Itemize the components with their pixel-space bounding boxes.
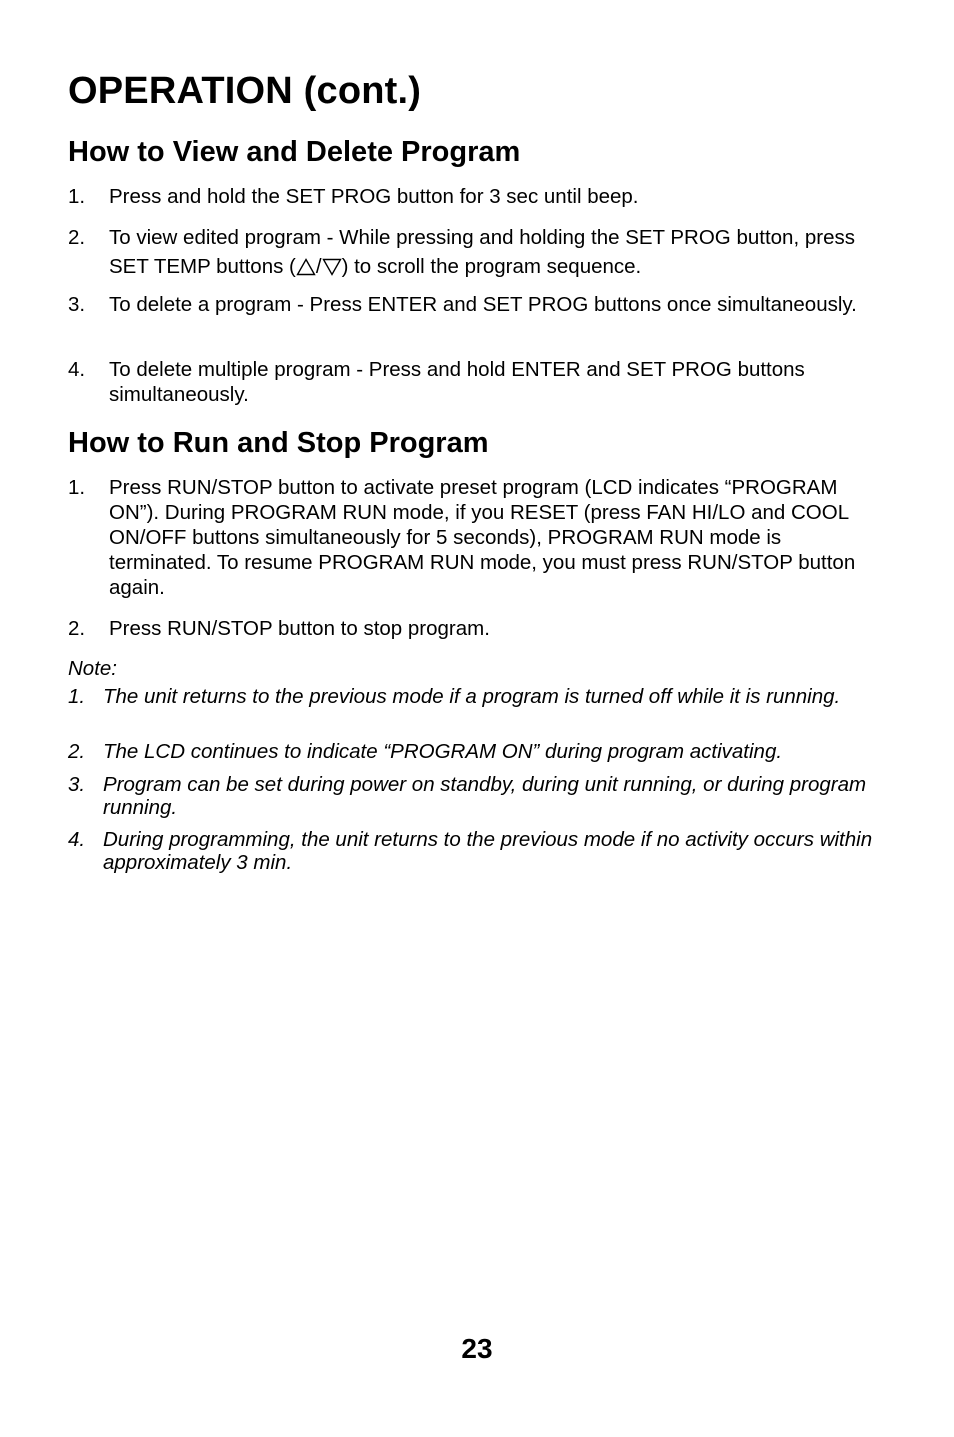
item-text-part: To view edited program - While pressing and holding the SET PROG button, press SET TEMP buttons (	[109, 226, 855, 278]
item-text-part: ) to scroll the program sequence.	[341, 255, 642, 278]
note-number: 3.	[68, 773, 86, 796]
item-text: Press RUN/STOP button to activate preset program (LCD indicates “PROGRAM ON”). During PROGRAM RUN mode, if you RESET (press FAN HI/LO and COOL ON/OFF buttons simultaneously for 5 seconds), PROGRAM RUN mode is terminated. To resume PROGRAM RUN mode, you must press RUN/STOP button again.	[109, 476, 856, 599]
item-number: 4.	[68, 358, 86, 381]
note-number: 4.	[68, 828, 86, 851]
slash-separator: /	[315, 255, 322, 278]
item-text	[109, 223, 884, 284]
list-item	[68, 475, 884, 600]
note-text: The LCD continues to indicate “PROGRAM ON” during program activating.	[103, 740, 783, 763]
note-item	[68, 828, 884, 874]
list-item	[68, 223, 884, 284]
note-item	[68, 773, 884, 819]
down-triangle-outline-icon	[322, 255, 342, 284]
item-text: Press RUN/STOP button to stop program.	[109, 617, 490, 640]
note-item	[68, 685, 884, 708]
section-heading-view-delete: How to View and Delete Program	[68, 136, 521, 168]
note-text: The unit returns to the previous mode if a program is turned off while it is running.	[103, 685, 841, 708]
item-number: 3.	[68, 293, 86, 316]
note-text: Program can be set during power on standby, during unit running, or during program running.	[103, 773, 867, 819]
section-heading-run-stop: How to Run and Stop Program	[68, 427, 489, 459]
list-item	[68, 357, 884, 407]
list-item	[68, 292, 884, 317]
note-item	[68, 740, 884, 763]
note-number: 1.	[68, 685, 86, 708]
item-number: 2.	[68, 617, 86, 640]
item-text: Press and hold the SET PROG button for 3 sec until beep.	[109, 185, 639, 208]
page-number: 23	[461, 1333, 493, 1364]
item-text: To delete a program - Press ENTER and SET PROG buttons once simultaneously.	[109, 293, 857, 316]
note-text: During programming, the unit returns to the previous mode if no activity occurs within approximately 3 min.	[103, 828, 873, 874]
item-number: 1.	[68, 185, 86, 208]
note-number: 2.	[68, 740, 86, 763]
list-item	[68, 616, 884, 641]
list-item	[68, 184, 884, 209]
item-number: 1.	[68, 476, 86, 499]
page-title: OPERATION (cont.)	[68, 70, 422, 112]
up-triangle-outline-icon	[296, 255, 316, 284]
note-label: Note:	[68, 657, 117, 680]
item-text: To delete multiple program - Press and hold ENTER and SET PROG buttons simultaneously.	[109, 358, 805, 406]
item-number: 2.	[68, 226, 86, 249]
